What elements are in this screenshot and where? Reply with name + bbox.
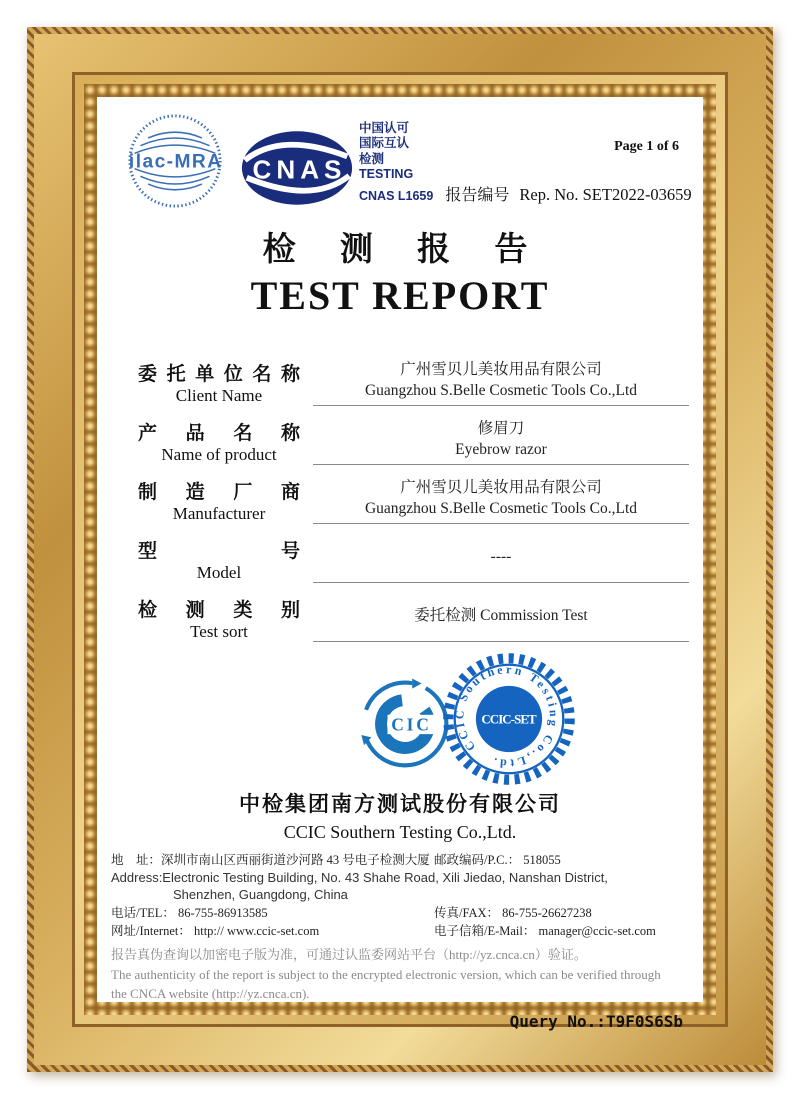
frame-bevel [34, 34, 766, 1065]
header [111, 113, 692, 207]
postal-code: 邮政编码/P.C.： 518055 [434, 853, 561, 867]
company-block [111, 788, 689, 843]
ccic-set-seal-icon [440, 650, 578, 788]
set-seal-center-text: CCIC-SET [481, 712, 537, 727]
model-value [313, 536, 689, 583]
product-label-en: Name of product [161, 445, 277, 464]
product-value-en: Eyebrow razor [455, 440, 547, 458]
field-row-test-sort [111, 595, 689, 642]
set-seal-ring-text: CCIC Southern Testing Co.,Ltd. [452, 662, 562, 771]
field-row-model [111, 536, 689, 583]
ilac-mra-logo-icon [119, 113, 231, 209]
field-row-client [111, 359, 689, 406]
test-sort-label-zh: 检 测 类 别 [138, 600, 300, 621]
address-en-line1: Address:Electronic Testing Building, No. 43 Shahe Road, Xili Jiedao, Nanshan District, [111, 869, 608, 885]
model-value-text: ---- [490, 548, 512, 566]
page-indicator: Page 1 of 6 [614, 139, 679, 154]
title-en: TEST REPORT [250, 273, 550, 318]
company-name-en: CCIC Southern Testing Co.,Ltd. [283, 822, 517, 842]
frame-step [72, 72, 728, 1031]
contact-block [111, 851, 689, 941]
ilac-logo-text: ilac-MRA [128, 151, 222, 173]
manufacturer-label-en: Manufacturer [172, 504, 266, 523]
client-value-zh: 广州雪贝儿美妆用品有限公司 [400, 361, 602, 379]
accreditation-line: 国际互认 [359, 136, 410, 151]
ccic-logo-icon [359, 678, 451, 770]
query-number: Query No.:T9F0S6Sb [509, 1011, 683, 1031]
seals-row [111, 654, 689, 784]
frame-light-band [75, 75, 725, 1031]
client-value [313, 359, 689, 406]
accreditation-line: TESTING [359, 166, 414, 181]
product-value-zh: 修眉刀 [477, 420, 525, 438]
report-number-line [359, 182, 692, 205]
cnas-logo-icon [239, 129, 355, 207]
address-zh: 地 址：深圳市南山区西丽街道沙河路 43 号电子检测大厦 [111, 853, 430, 867]
model-label-en: Model [196, 563, 242, 582]
accreditation-line: 中国认可 [359, 121, 410, 135]
cnas-code: CNAS L1659 [359, 189, 434, 203]
manufacturer-label-zh: 制 造 厂 商 [138, 482, 300, 503]
client-label-en: Client Name [175, 386, 263, 405]
website: 网址/Internet： http:// www.ccic-set.com [111, 924, 320, 939]
test-sort-value [313, 595, 689, 642]
field-row-product [111, 418, 689, 465]
cnas-logo-text: CNAS [252, 154, 342, 185]
certificate-page [97, 97, 703, 1031]
fields-table [111, 359, 689, 642]
product-label-zh: 产 品 名 称 [138, 423, 300, 444]
frame-bead-edge [84, 84, 716, 1031]
test-sort-value-text: 委托检测 Commission Test [414, 607, 588, 625]
product-value [313, 418, 689, 465]
manufacturer-value-en: Guangzhou S.Belle Cosmetic Tools Co.,Ltd [364, 499, 637, 517]
client-label-zh: 委托单位名称 [138, 364, 300, 385]
company-name-zh: 中检集团南方测试股份有限公司 [239, 793, 561, 816]
manufacturer-value [313, 477, 689, 524]
note-zh: 报告真伪查询以加密电子版为准，可通过认监委网站平台（http://yz.cnca.cn）验证。 [111, 947, 587, 963]
test-sort-label-en: Test sort [190, 622, 248, 641]
accreditation-text [359, 121, 413, 182]
accreditation-line: 检测 [359, 151, 385, 166]
field-row-manufacturer [111, 477, 689, 524]
model-label-zh: 型 号 [138, 541, 300, 562]
email: 电子信箱/E-Mail： manager@ccic-set.com [434, 924, 656, 939]
client-value-en: Guangzhou S.Belle Cosmetic Tools Co.,Ltd [364, 381, 637, 399]
telephone: 电话/TEL： 86-755-86913585 [111, 905, 268, 920]
manufacturer-value-zh: 广州雪贝儿美妆用品有限公司 [400, 479, 602, 497]
frame-outer-rope [27, 27, 773, 1072]
ccic-logo-text: CIC [391, 714, 432, 735]
note-en-line1: The authenticity of the report is subject to the encrypted electronic version, which can be verified through [111, 966, 661, 982]
report-no-label-zh: 报告编号 [445, 187, 510, 204]
address-en-line2: Shenzhen, Guangdong, China [173, 886, 348, 902]
authenticity-notes [111, 945, 689, 1004]
title-zh: 检 测 报 告 [262, 232, 538, 268]
report-no-value: Rep. No. SET2022-03659 [519, 185, 692, 204]
fax: 传真/FAX： 86-755-26627238 [434, 905, 592, 920]
note-en-line2: the CNCA website (http://yz.cnca.cn). [111, 986, 310, 1002]
